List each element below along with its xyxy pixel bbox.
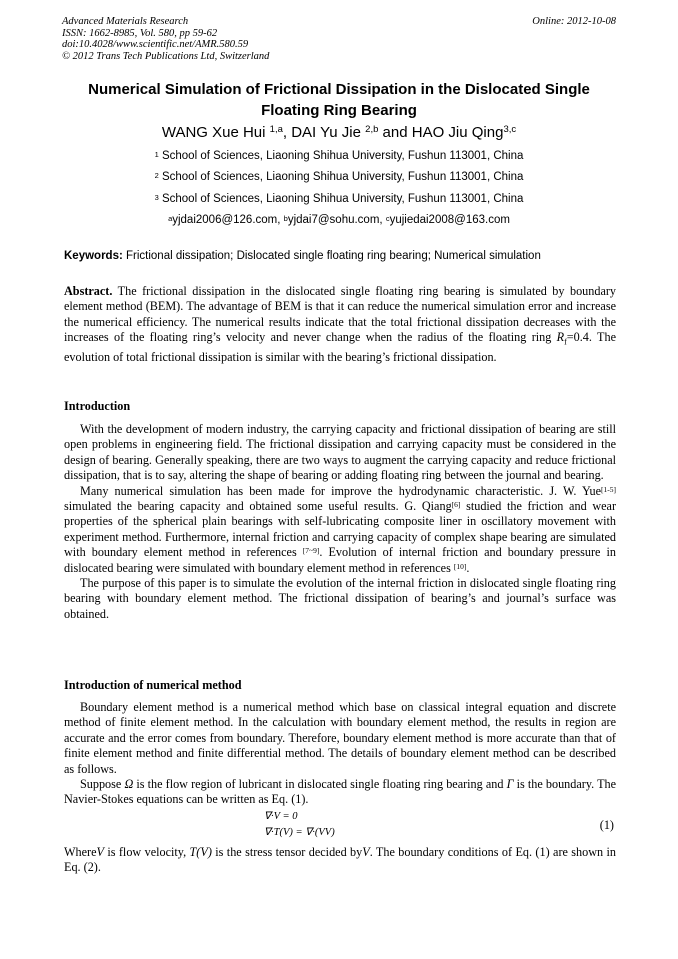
citation[interactable]: [7~9]	[302, 546, 320, 556]
method-body-continued	[64, 845, 616, 876]
equation-1	[264, 810, 335, 839]
copyright-line: © 2012 Trans Tech Publications Ltd, Switzerland	[62, 50, 270, 62]
aff-num: 2	[154, 171, 159, 180]
intro-paragraph-1: With the development of modern industry, the carrying capacity and frictional dissipation of bearing are still open problems in engineering field. The frictional dissipation and carrying capacity must be considered in the design of bearing. Generally speaking, there are two ways to augment the carrying capacity and reduce frictional dissipation, that is to say, altering the shape of bearing or adding floating ring between the journal and bearing.	[64, 422, 616, 483]
aff-text: School of Sciences, Liaoning Shihua University, Fushun 113001, China	[161, 150, 524, 162]
paper-title	[40, 79, 638, 121]
title-line-2: Floating Ring Bearing	[261, 102, 417, 119]
velocity-symbol: V	[362, 845, 370, 859]
citation[interactable]: [10]	[453, 561, 467, 571]
citation[interactable]: [1-5]	[601, 484, 616, 494]
aff-num: 3	[154, 193, 159, 202]
email-link[interactable]: yjdai2006@126.com,	[172, 214, 281, 226]
intro-text: . Evolution of internal friction and boundary pressure in dislocated bearing were simulated with boundary element method in references	[64, 545, 616, 575]
method-text: . The boundary conditions of Eq. (1) are shown in Eq. (2).	[64, 845, 617, 875]
intro-text: .	[466, 560, 470, 575]
aff-text: School of Sciences, Liaoning Shihua University, Fushun 113001, China	[161, 193, 524, 205]
abstract-label: Abstract.	[64, 284, 113, 298]
radius-subscript: f	[564, 337, 567, 347]
intro-text: studied the friction and wear properties of the spherical plain bearings with self-lubricating composite liner in oscillatory movement with experiment method. Furthermore, internal friction and carrying capacity of complex shape bearing are simulated with boundary element method in references	[64, 499, 617, 560]
author-sup: 3,c	[503, 124, 517, 135]
introduction-body	[64, 422, 616, 622]
stress-tensor-symbol: T(V)	[189, 845, 212, 859]
keywords-label: Keywords:	[64, 250, 123, 262]
velocity-symbol: V	[96, 845, 104, 859]
journal-name: Advanced Materials Research	[62, 16, 189, 27]
author-name: DAI Yu Jie	[291, 124, 361, 141]
email-sup: b	[283, 214, 288, 223]
method-text: Suppose	[80, 777, 122, 792]
email-link[interactable]: yujiedai2008@163.com	[389, 214, 510, 226]
issn-line: ISSN: 1662-8985, Vol. 580, pp 59-62	[62, 27, 218, 39]
email-sup: c	[385, 214, 390, 223]
equation-line-2: ∇·T(V) = ∇·(VV)	[264, 827, 335, 838]
affiliation-1	[0, 149, 678, 164]
intro-text: Many numerical simulation has been made for improve the hydrodynamic characteristic. J. W. Yue	[80, 483, 601, 498]
abstract-text: The frictional dissipation in the dislocated single floating ring bearing is simulated by boundary element method (BEM). The advantage of BEM is that it can reduce the numerical simulation error and increase the numerical efficiency. The numerical results indicate that the total frictional dissipation decreases with the increases of the floating ring’s velocity and never change when the radius of the floating ring	[64, 284, 617, 345]
keywords	[64, 249, 616, 264]
aff-num: 1	[154, 150, 159, 159]
abstract	[64, 284, 616, 365]
author-list: WANG Xue Hui $^{1,a}$, DAI Yu Jie $^{2,b}$ and HAO Jiu Qing$^{3,c}$	[161, 124, 517, 141]
aff-text: School of Sciences, Liaoning Shihua University, Fushun 113001, China	[161, 171, 524, 183]
omega-symbol: Ω	[124, 777, 134, 792]
method-text: is the stress tensor decided by	[215, 845, 363, 859]
method-paragraph-3	[64, 845, 616, 876]
keywords-text: Frictional dissipation; Dislocated single floating ring bearing; Numerical simulation	[126, 250, 541, 262]
online-date: Online: 2012-10-08	[532, 16, 616, 27]
author-name: WANG Xue Hui	[161, 124, 266, 141]
citation[interactable]: [6]	[451, 500, 461, 510]
author-and: and	[382, 124, 408, 141]
journal-header	[62, 16, 269, 62]
title-line-1: Numerical Simulation of Frictional Dissipation in the Dislocated Single	[88, 81, 590, 98]
affiliation-2	[0, 170, 678, 185]
email-line	[0, 213, 678, 228]
method-text: Where	[64, 845, 97, 859]
method-text: is the flow region of lubricant in dislocated single floating ring bearing and	[136, 777, 504, 792]
method-text: is the boundary. The Navier-Stokes equations can be written as Eq. (1).	[64, 777, 617, 807]
author-name: HAO Jiu Qing	[411, 124, 504, 141]
intro-paragraph-3: The purpose of this paper is to simulate the evolution of the internal friction in dislocated single floating ring bearing with boundary element method. The frictional dissipation of bearing’s and journal’s surface was obtained.	[64, 576, 616, 621]
author-sup: 1,a	[269, 124, 283, 135]
intro-text: simulated the bearing capacity and obtained some useful results. G. Qiang	[64, 499, 452, 514]
method-text: is flow velocity,	[107, 845, 187, 859]
doi-line: doi:10.4028/www.scientific.net/AMR.580.59	[62, 39, 249, 50]
section-heading-method: Introduction of numerical method	[64, 678, 242, 692]
method-paragraph-2	[64, 777, 616, 808]
gamma-symbol: Γ	[506, 777, 514, 792]
method-body	[64, 700, 616, 808]
method-paragraph-1: Boundary element method is a numerical method which base on classical integral equation and discrete method of finite element method. In the calculation with boundary element method, the results in region are accurate and the error comes from boundary. Therefore, boundary element method is more accurate than that of finite element method and finite differential method. The details of boundary element method can be described as follows.	[64, 700, 616, 776]
author-sup: 2,b	[365, 124, 379, 135]
equation-line-1: ∇·V = 0	[264, 811, 298, 822]
email-link[interactable]: yjdai7@sohu.com,	[287, 214, 383, 226]
abstract-text-end: =0.4. The evolution of total frictional dissipation is similar with the bearing’s frictional dissipation.	[64, 330, 616, 365]
radius-symbol: R	[556, 330, 565, 345]
email-sup: a	[168, 214, 173, 223]
equation-number: (1)	[599, 818, 614, 832]
intro-paragraph-2	[64, 484, 616, 576]
affiliation-3	[0, 192, 678, 207]
section-heading-introduction: Introduction	[64, 399, 131, 413]
